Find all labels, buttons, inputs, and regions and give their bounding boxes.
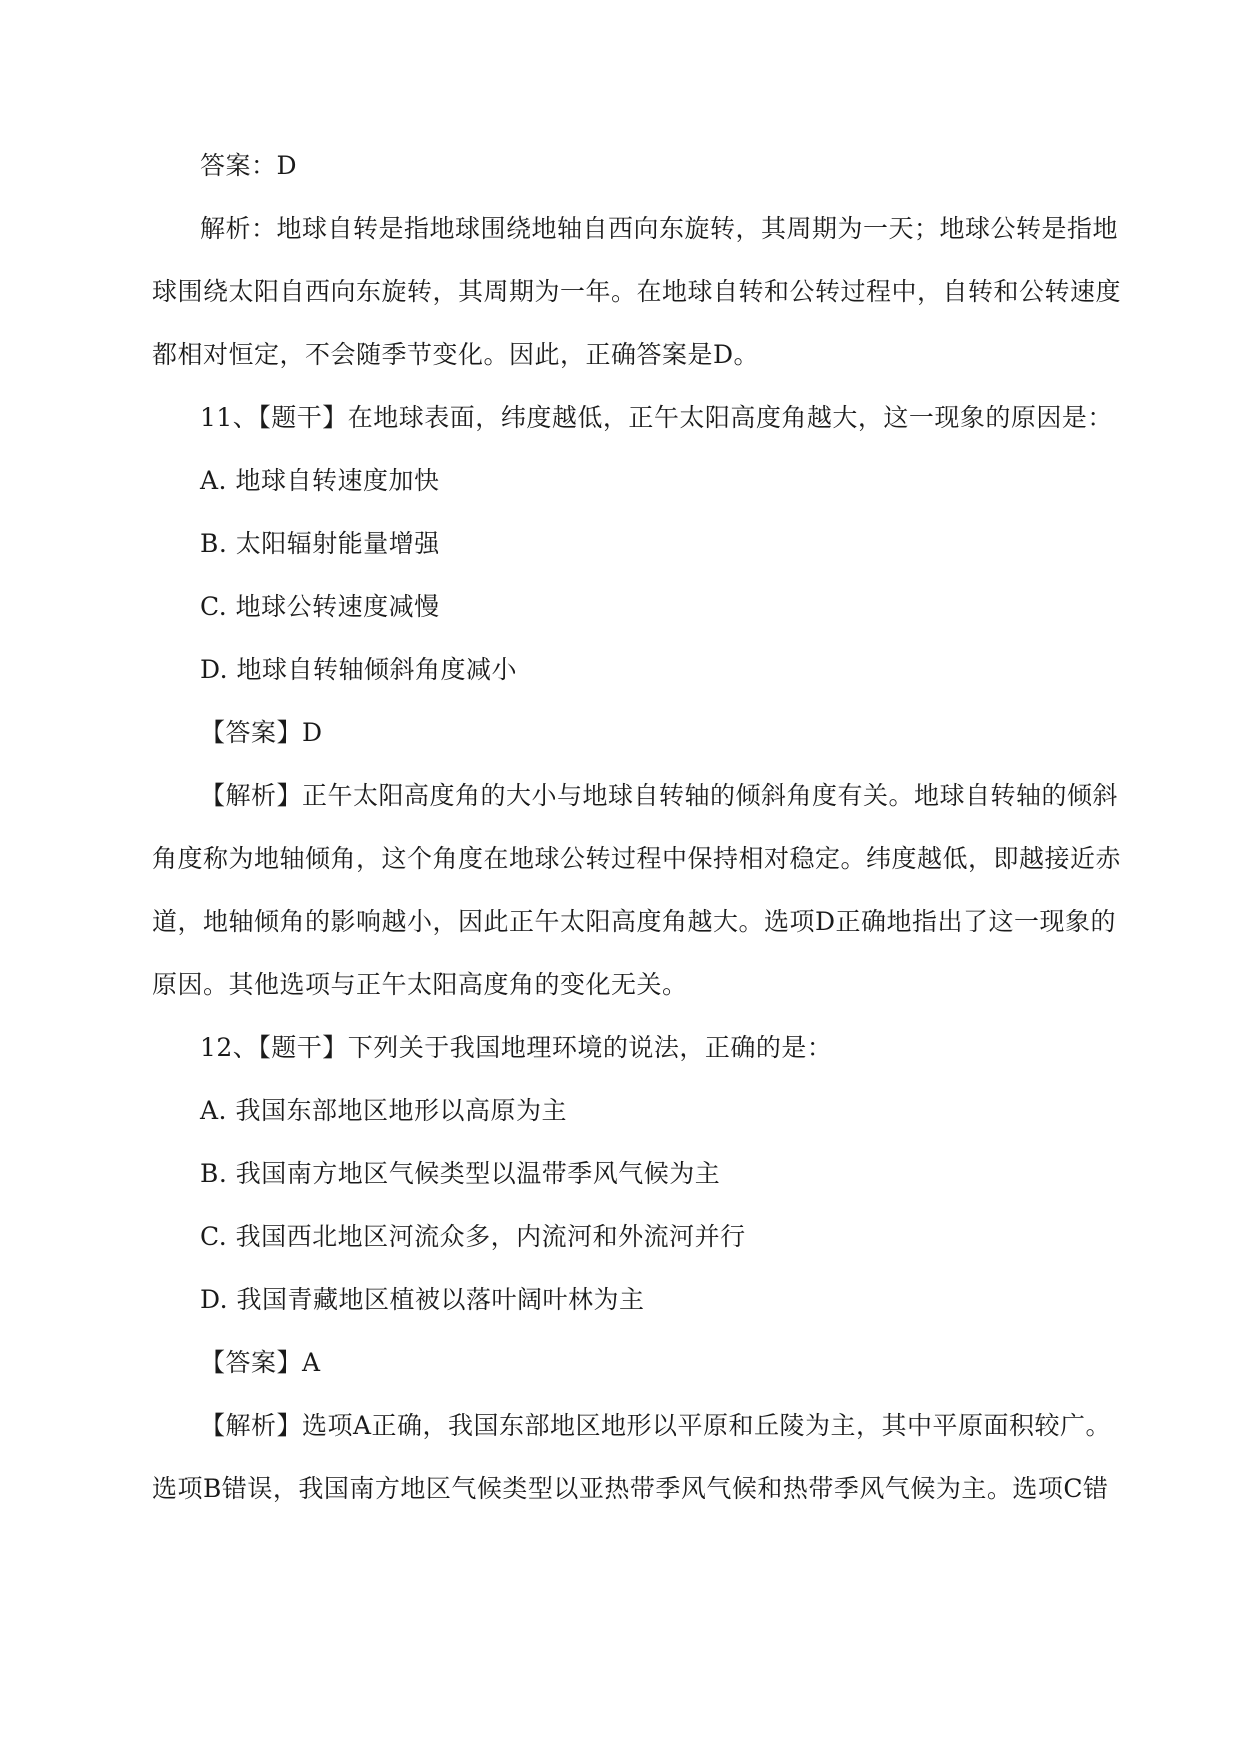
- q12-analysis-line-1: 【解析】选项A正确，我国东部地区地形以平原和丘陵为主，其中平原面积较广。: [200, 1411, 1112, 1440]
- q11-option-a: A. 地球自转速度加快: [200, 466, 440, 495]
- q12-option-d: D. 我国青藏地区植被以落叶阔叶林为主: [200, 1285, 645, 1314]
- prev-answer: 答案：D: [200, 151, 298, 180]
- q11-analysis-line-4: 原因。其他选项与正午太阳高度角的变化无关。: [152, 970, 688, 999]
- q12-stem: 12、【题干】下列关于我国地理环境的说法，正确的是：: [200, 1033, 833, 1062]
- q11-answer: 【答案】D: [200, 718, 323, 747]
- q11-option-c: C. 地球公转速度减慢: [200, 592, 440, 621]
- q12-option-c: C. 我国西北地区河流众多，内流河和外流河并行: [200, 1222, 746, 1251]
- prev-analysis-line-2: 球围绕太阳自西向东旋转，其周期为一年。在地球自转和公转过程中，自转和公转速度: [152, 277, 1122, 306]
- prev-analysis-line-3: 都相对恒定，不会随季节变化。因此，正确答案是D。: [152, 340, 760, 369]
- q12-option-b: B. 我国南方地区气候类型以温带季风气候为主: [200, 1159, 721, 1188]
- q11-option-b: B. 太阳辐射能量增强: [200, 529, 440, 558]
- q11-stem: 11、【题干】在地球表面，纬度越低，正午太阳高度角越大，这一现象的原因是：: [200, 403, 1113, 432]
- q12-option-a: A. 我国东部地区地形以高原为主: [200, 1096, 567, 1125]
- q12-analysis-line-2: 选项B错误，我国南方地区气候类型以亚热带季风气候和热带季风气候为主。选项C错: [152, 1474, 1109, 1503]
- q11-option-d: D. 地球自转轴倾斜角度减小: [200, 655, 518, 684]
- q12-answer: 【答案】A: [200, 1348, 321, 1377]
- q11-analysis-line-3: 道，地轴倾角的影响越小，因此正午太阳高度角越大。选项D正确地指出了这一现象的: [152, 907, 1117, 936]
- q11-analysis-line-2: 角度称为地轴倾角，这个角度在地球公转过程中保持相对稳定。纬度越低，即越接近赤: [152, 844, 1122, 873]
- prev-analysis-line-1: 解析：地球自转是指地球围绕地轴自西向东旋转，其周期为一天；地球公转是指地: [200, 214, 1119, 243]
- q11-analysis-line-1: 【解析】正午太阳高度角的大小与地球自转轴的倾斜角度有关。地球自转轴的倾斜: [200, 781, 1119, 810]
